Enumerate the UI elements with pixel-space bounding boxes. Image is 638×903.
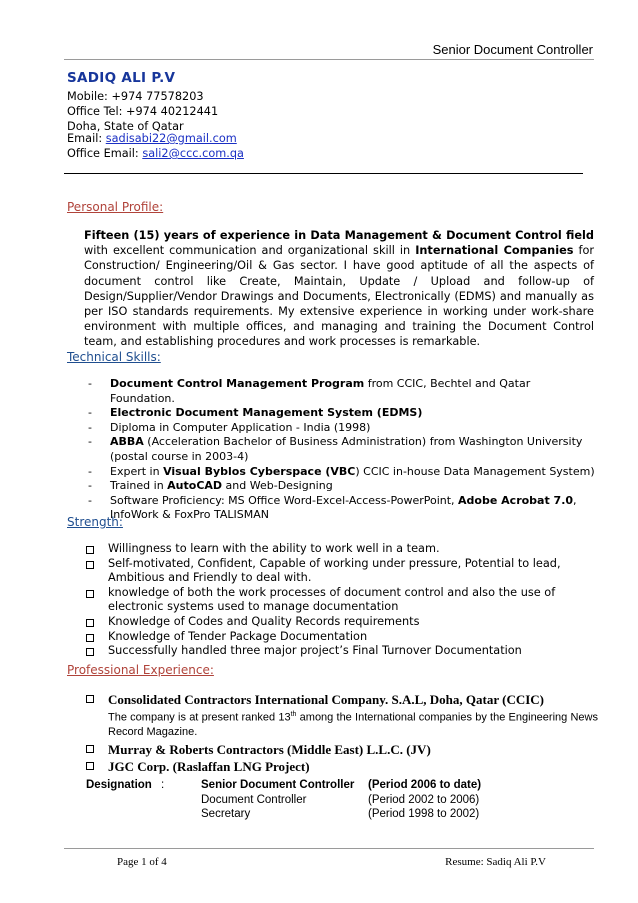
role-title: Document Controller bbox=[201, 793, 307, 806]
designation-label: Designation bbox=[86, 779, 152, 791]
role-period: (Period 2002 to 2006) bbox=[368, 793, 480, 806]
checkbox-bullet-icon bbox=[86, 557, 108, 586]
office-email-line bbox=[67, 146, 244, 161]
designation-colon: : bbox=[161, 779, 165, 791]
role-period: (Period 2006 to date) bbox=[368, 779, 482, 791]
list-item: Successfully handled three major project’s Final Turnover Documentation bbox=[86, 644, 598, 659]
dash-bullet: - bbox=[88, 406, 92, 420]
email-link[interactable]: sadisabi22@gmail.com bbox=[105, 132, 237, 145]
designation-row bbox=[86, 793, 481, 808]
page-number: Page 1 of 4 bbox=[117, 856, 167, 868]
profile-highlight: International Companies bbox=[415, 244, 574, 258]
list-item: Willingness to learn with the ability to work well in a team. bbox=[86, 542, 598, 557]
profile-text-a: with excellent communication and organizational skill in bbox=[84, 244, 416, 258]
list-item: Knowledge of Tender Package Documentation bbox=[86, 630, 598, 645]
office-tel-line: Office Tel: +974 40212441 bbox=[67, 105, 219, 118]
document-title: Senior Document Controller bbox=[432, 42, 593, 57]
list-item bbox=[86, 758, 598, 775]
section-title-experience: Professional Experience: bbox=[67, 663, 214, 677]
section-title-strength: Strength: bbox=[67, 515, 123, 529]
checkbox-bullet-icon bbox=[86, 691, 108, 708]
list-item: - ABBA (Acceleration Bachelor of Business Administration) from Washington University (postal course in 2003-4) bbox=[88, 435, 583, 463]
candidate-name: SADIQ ALI P.V bbox=[67, 70, 176, 86]
list-item: - Software Proficiency: MS Office Word-Excel-Access-PowerPoint, Adobe Acrobat 7.0, InfoWork & FoxPro TALISMAN bbox=[88, 493, 577, 522]
designation-row bbox=[86, 807, 481, 822]
role-period: (Period 1998 to 2002) bbox=[368, 808, 480, 820]
checkbox-bullet-icon bbox=[86, 644, 108, 659]
checkbox-bullet-icon bbox=[86, 630, 108, 645]
email-label: Email: bbox=[67, 132, 106, 145]
dash-bullet: - bbox=[88, 464, 92, 478]
list-item: - Trained in AutoCAD and Web-Designing bbox=[88, 479, 333, 493]
contact-divider bbox=[64, 173, 583, 174]
profile-lead: Fifteen (15) years of experience in Data Management & Document Control field bbox=[84, 229, 594, 242]
footer-divider bbox=[64, 848, 594, 849]
skills-list bbox=[88, 377, 598, 523]
checkbox-bullet-icon bbox=[86, 542, 108, 557]
role-title: Senior Document Controller bbox=[201, 779, 355, 791]
list-item: - Electronic Document Management System (EDMS) bbox=[88, 406, 423, 420]
checkbox-bullet-icon bbox=[86, 615, 108, 630]
list-item: Knowledge of Codes and Quality Records requirements bbox=[86, 615, 598, 630]
checkbox-bullet-icon bbox=[86, 741, 108, 758]
profile-paragraph bbox=[84, 228, 594, 350]
profile-text-b: for Construction/ Engineering/Oil & Gas sector. I have good aptitude of all the aspects of document control like Create, Maintain, Update / Upload and follow-up of Design/Supplier/Vendor Drawings and Documents, Electronically (EDMS) and manually as per ISO standards requirements. My extensive experience in working under work-share environment with multiple offices, and managing and training the Document Control team, and establishing procedures and work processes is remarkable. bbox=[84, 244, 595, 349]
footer-resume-label: Resume: Sadiq Ali P.V bbox=[445, 856, 546, 868]
section-title-skills: Technical Skills: bbox=[67, 350, 161, 364]
company-name: JGC Corp. (Raslaffan LNG Project) bbox=[108, 758, 310, 774]
list-item: - Document Control Management Program from CCIC, Bechtel and Qatar Foundation. bbox=[88, 377, 531, 405]
list-item: Self-motivated, Confident, Capable of working under pressure, Potential to lead, Ambitious and Friendly to deal with. bbox=[86, 557, 598, 586]
list-item: - Diploma in Computer Application - India (1998) bbox=[88, 420, 371, 434]
list-item bbox=[86, 691, 598, 708]
designation-row bbox=[86, 778, 481, 793]
list-item: - Expert in Visual Byblos Cyberspace (VBC) CCIC in-house Data Management System) bbox=[88, 464, 595, 478]
office-email-link[interactable]: sali2@ccc.com.qa bbox=[142, 147, 244, 160]
dash-bullet: - bbox=[88, 420, 92, 434]
office-email-label: Office Email: bbox=[67, 147, 143, 160]
mobile-line: Mobile: +974 77578203 bbox=[67, 90, 204, 103]
role-title: Secretary bbox=[201, 808, 251, 820]
designation-block bbox=[86, 778, 481, 822]
header-divider bbox=[64, 59, 594, 60]
dash-bullet: - bbox=[88, 377, 92, 390]
dash-bullet: - bbox=[88, 479, 92, 493]
list-item bbox=[86, 741, 598, 758]
checkbox-bullet-icon bbox=[86, 586, 108, 615]
location-line: Doha, State of Qatar bbox=[67, 120, 184, 133]
section-title-profile: Personal Profile: bbox=[67, 200, 164, 214]
checkbox-bullet-icon bbox=[86, 758, 108, 775]
experience-list bbox=[86, 691, 598, 775]
company-name: Consolidated Contractors International Company. S.A.L, Doha, Qatar (CCIC) bbox=[108, 692, 545, 707]
dash-bullet: - bbox=[88, 493, 92, 507]
company-name: Murray & Roberts Contractors (Middle East) L.L.C. (JV) bbox=[108, 741, 431, 757]
list-item: knowledge of both the work processes of document control and also the use of electronic systems used to manage documentation bbox=[86, 586, 598, 615]
company-note: The company is at present ranked 13th among the International companies by the Engineering News Record Magazine. bbox=[108, 711, 598, 738]
strength-list bbox=[86, 542, 598, 659]
email-line bbox=[67, 131, 237, 146]
dash-bullet: - bbox=[88, 435, 92, 449]
